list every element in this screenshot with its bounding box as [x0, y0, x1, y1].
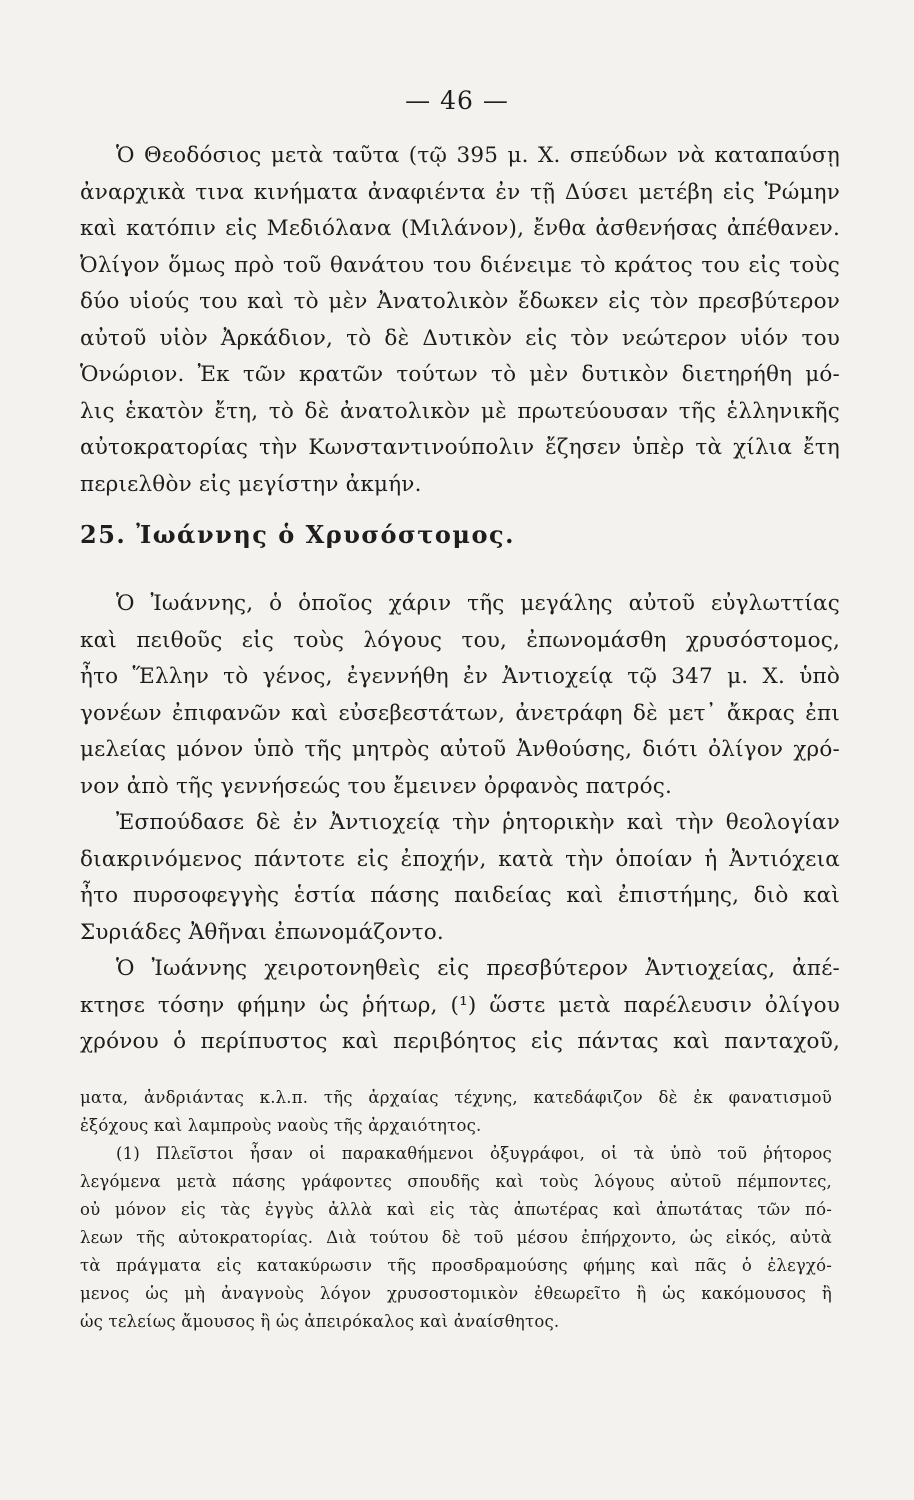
text-line: Ἐσπούδασε δὲ ἐν Ἀντιοχείᾳ τὴν ῥητορικὴν καὶ τὴν θεολογίαν [116, 810, 840, 835]
footnote-line: οὐ μόνον εἰς τὰς ἐγγὺς ἀλλὰ καὶ εἰς τὰς ἀπωτέρας καὶ ἀπωτάτας τῶν πό- [80, 1200, 832, 1219]
text-line: Ὁ Ἰωάννης χειροτονηθεὶς εἰς πρεσβύτερον Ἀντιοχείας, ἀπέ- [116, 956, 840, 981]
footnote-line: ἐξόχους καὶ λαμπροὺς ναοὺς τῆς ἀρχαιότητος. [80, 1116, 482, 1135]
text-line: γονέων ἐπιφανῶν καὶ εὐσεβεστάτων, ἀνετράφη δὲ μετ᾿ ἄκρας ἐπι [80, 700, 840, 726]
text-line: Συριάδες Ἀθῆναι ἐπωνομάζοντο. [80, 919, 444, 945]
text-line: καὶ κατόπιν εἰς Μεδιόλανα (Μιλάνον), ἔνθα ἀσθενήσας ἀπέθανεν. [80, 216, 840, 241]
paragraph-ordination [80, 951, 840, 1061]
text-line: ἦτο πυρσοφεγγὴς ἑστία πάσης παιδείας καὶ ἐπιστήμης, διὸ καὶ [80, 883, 840, 908]
page-number: — 46 — [405, 86, 509, 115]
paragraph-studies [80, 805, 840, 951]
text-line: χρόνου ὁ περίπυστος καὶ περιβόητος εἰς πάντας καὶ πανταχοῦ, [80, 1029, 840, 1054]
footnote-line: ματα, ἀνδριάντας κ.λ.π. τῆς ἀρχαίας τέχνης, κατεδάφιζον δὲ ἐκ φανατισμοῦ [80, 1088, 832, 1107]
footnote-line: (1) Πλεῖστοι ἦσαν οἱ παρακαθήμενοι ὀξυγράφοι, οἱ τὰ ὑπὸ τοῦ ῥήτορος [116, 1144, 832, 1163]
footnote-line: λεων τῆς αὐτοκρατορίας. Διὰ τούτου δὲ τοῦ μέσου ἐπήρχοντο, ὡς εἰκός, αὐτὰ [80, 1228, 832, 1247]
text-line: περιελθὸν εἰς μεγίστην ἀκμήν. [80, 471, 422, 497]
text-line: διακρινόμενος πάντοτε εἰς ἐποχήν, κατὰ τὴν ὁποίαν ἡ Ἀντιόχεια [80, 846, 840, 872]
footnote-line: τὰ πράγματα εἰς κατακύρωσιν τῆς προσδραμούσης φήμης καὶ πᾶς ὁ ἐλεγχό- [80, 1256, 832, 1275]
text-line: αὐτοῦ υἱὸν Ἀρκάδιον, τὸ δὲ Δυτικὸν εἰς τὸν νεώτερον υἱόν του [80, 325, 840, 351]
footnote-line: ὡς τελείως ἄμουσος ἢ ὡς ἀπειρόκαλος καὶ ἀναίσθητος. [80, 1312, 560, 1331]
paragraph-theodosius [80, 138, 840, 503]
text-line: αὐτοκρατορίας τὴν Κωνσταντινούπολιν ἔζησεν ὑπὲρ τὰ χίλια ἔτη [80, 435, 840, 460]
footnotes [80, 1084, 832, 1336]
footnote-line: μενος ὡς μὴ ἀναγνοὺς λόγον χρυσοστομικὸν ἐθεωρεῖτο ἢ ὡς κακόμουσος ἢ [80, 1284, 832, 1303]
text-line: δύο υἱούς του καὶ τὸ μὲν Ἀνατολικὸν ἔδωκεν εἰς τὸν πρεσβύτερον [80, 289, 840, 314]
text-line: Ὀλίγον ὅμως πρὸ τοῦ θανάτου του διένειμε τὸ κράτος του εἰς τοὺς [80, 252, 840, 278]
text-line: κτησε τόσην φήμην ὡς ῥήτωρ, (¹) ὥστε μετὰ παρέλευσιν ὀλίγου [80, 992, 840, 1018]
text-line: Ὁ Θεοδόσιος μετὰ ταῦτα (τῷ 395 μ. Χ. σπεύδων νὰ καταπαύσῃ [116, 143, 840, 168]
text-line: καὶ πειθοῦς εἰς τοὺς λόγους του, ἐπωνομάσθη χρυσόστομος, [80, 627, 840, 653]
text-line: ἀναρχικὰ τινα κινήματα ἀναφιέντα ἐν τῇ Δύσει μετέβη εἰς Ῥώμην [80, 179, 840, 205]
text-line: Ὁ Ἰωάννης, ὁ ὁποῖος χάριν τῆς μεγάλης αὐτοῦ εὐγλωττίας [116, 591, 840, 616]
text-line: Ὁνώριον. Ἐκ τῶν κρατῶν τούτων τὸ μὲν δυτικὸν διετηρήθη μό- [80, 362, 840, 387]
section-heading: 25. Ἰωάννης ὁ Χρυσόστομος. [80, 520, 515, 549]
footnote-line: λεγόμενα μετὰ πάσης γράφοντες σπουδῆς καὶ τοὺς λόγους αὐτοῦ πέμποντες, [80, 1172, 832, 1191]
text-line: νον ἀπὸ τῆς γεννήσεώς του ἔμεινεν ὀρφανὸς πατρός. [80, 773, 673, 799]
text-line: μελείας μόνον ὑπὸ τῆς μητρὸς αὐτοῦ Ἀνθούσης, διότι ὀλίγον χρό- [80, 737, 840, 762]
paragraph-ioannes-intro [80, 586, 840, 805]
text-line: λις ἑκατὸν ἔτη, τὸ δὲ ἀνατολικὸν μὲ πρωτεύουσαν τῆς ἑλληνικῆς [80, 398, 840, 424]
text-line: ἦτο Ἕλλην τὸ γένος, ἐγεννήθη ἐν Ἀντιοχείᾳ τῷ 347 μ. Χ. ὑπὸ [80, 664, 840, 689]
